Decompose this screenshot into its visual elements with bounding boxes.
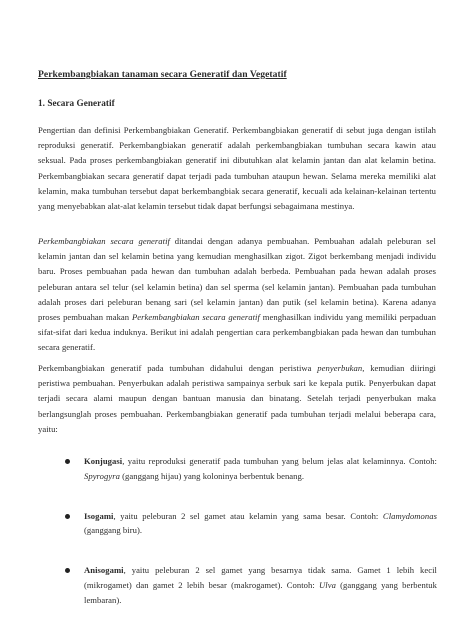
bullet-text-end: (ganggang yang berbentuk lembaran). [84, 579, 437, 605]
bullet-text: , yaitu reproduksi generatif pada tumbuhan yang belum jelas alat kelaminnya. Contoh: [122, 456, 437, 466]
bullet-term: Konjugasi [84, 456, 123, 466]
list-item [62, 509, 437, 539]
paragraph-1-text: Pengertian dan definisi Perkembangbiakan Generatif. Perkembangbiakan generatif di sebut juga dengan istilah reproduksi generatif. Perkembangbiakan generatif adalah perkembangbiakan tumbuhan secara kawin atau seksual. Pada proses perkembangbiakan generatif ini dibutuhkan alat kelamin jantan dan alat kelamin betina. Perkembangbiakan secara generatif dapat terjadi pada tumbuhan ataupun hewan. Selama mereka memiliki alat kelamin, maka tumbuhan tersebut dapat berkembangbiak secara generatif, kecuali ada kelainan-kelainan tertentu yang menyebabkan alat-alat kelamin tersebut tidak dapat berfungsi sebagaimana mestinya. [38, 125, 436, 212]
bullet-example: Clamydomonas [382, 510, 437, 521]
bullet-text: , yaitu peleburan 2 sel gamet yang besarnya tidak sama. Gamet 1 lebih kecil (mikrogamet) dan gamet 2 lebih besar (makrogamet). Contoh: [84, 565, 437, 590]
bullet-icon [65, 568, 70, 573]
bullet-text-end: (ganggang hijau) yang koloninya berbentuk benang. [119, 470, 305, 481]
bullet-icon [65, 459, 70, 464]
paragraph-2 [38, 234, 436, 356]
bullet-example: Spyrogyra [84, 470, 120, 481]
paragraph-3-emphasis: penyerbukan [317, 363, 363, 373]
list-item [62, 454, 437, 484]
bullet-text-end: (ganggang biru). [84, 525, 143, 536]
paragraph-3-text-2: , kemudian diiringi peristiwa pembuahan. Penyerbukan adalah peristiwa sampainya serbuk sari ke kepala putik. Penyerbukan dapat terjadi secara alami maupun dengan bantuan manusia dan binatang. Setelah terjadi penyerbukan maka berlangsunglah proses pembuahan. Perkembangbiakan generatif pada tumbuhan terjadi melalui beberapa cara, yaitu: [38, 363, 436, 434]
bullet-term: Isogami [84, 510, 114, 521]
bullet-term: Anisogami [84, 565, 124, 576]
list-item [62, 563, 437, 607]
paragraph-3-text-1: Perkembangbiakan generatif pada tumbuhan didahului dengan peristiwa [38, 363, 318, 373]
document-title: Perkembangbiakan tanaman secara Generatif dan Vegetatif [38, 69, 287, 80]
paragraph-2-emphasis-2: Perkembangbiakan secara generatif [131, 312, 260, 323]
paragraph-1 [38, 123, 436, 214]
bullet-text: , yaitu peleburan 2 sel gamet atau kelamin yang sama besar. Contoh: [113, 510, 383, 521]
bullet-list [62, 454, 437, 608]
paragraph-2-text-2: menghasilkan individu yang memiliki perpaduan sifat-sifat dari kedua induknya. Berikut ini adalah pengertian cara perkembangbiakan pada hewan dan tumbuhan secara generatif. [38, 312, 436, 353]
bullet-example: Ulva [319, 579, 336, 590]
paragraph-2-emphasis-1: Perkembangbiakan secara generatif [38, 236, 170, 246]
section-heading: 1. Secara Generatif [38, 98, 115, 108]
paragraph-2-text-1: ditandai dengan adanya pembuahan. Pembuahan adalah peleburan sel kelamin jantan dan sel kelamin betina yang kemudian menghasilkan zigot. Zigot berkembang menjadi individu baru. Proses pembuahan pada hewan dan tumbuhan adalah berbeda. Pembuahan pada hewan adalah proses peleburan antara sel telur (sel kelamin betina) dan sel sperma (sel kelamin jantan). Pembuahan pada tumbuhan adalah proses dari peleburan benang sari (sel kelamin jantan) dan putik (sel kelamin betina). Karena adanya proses pembuahan makan [38, 236, 436, 323]
bullet-icon [65, 514, 70, 519]
paragraph-3 [38, 361, 436, 437]
